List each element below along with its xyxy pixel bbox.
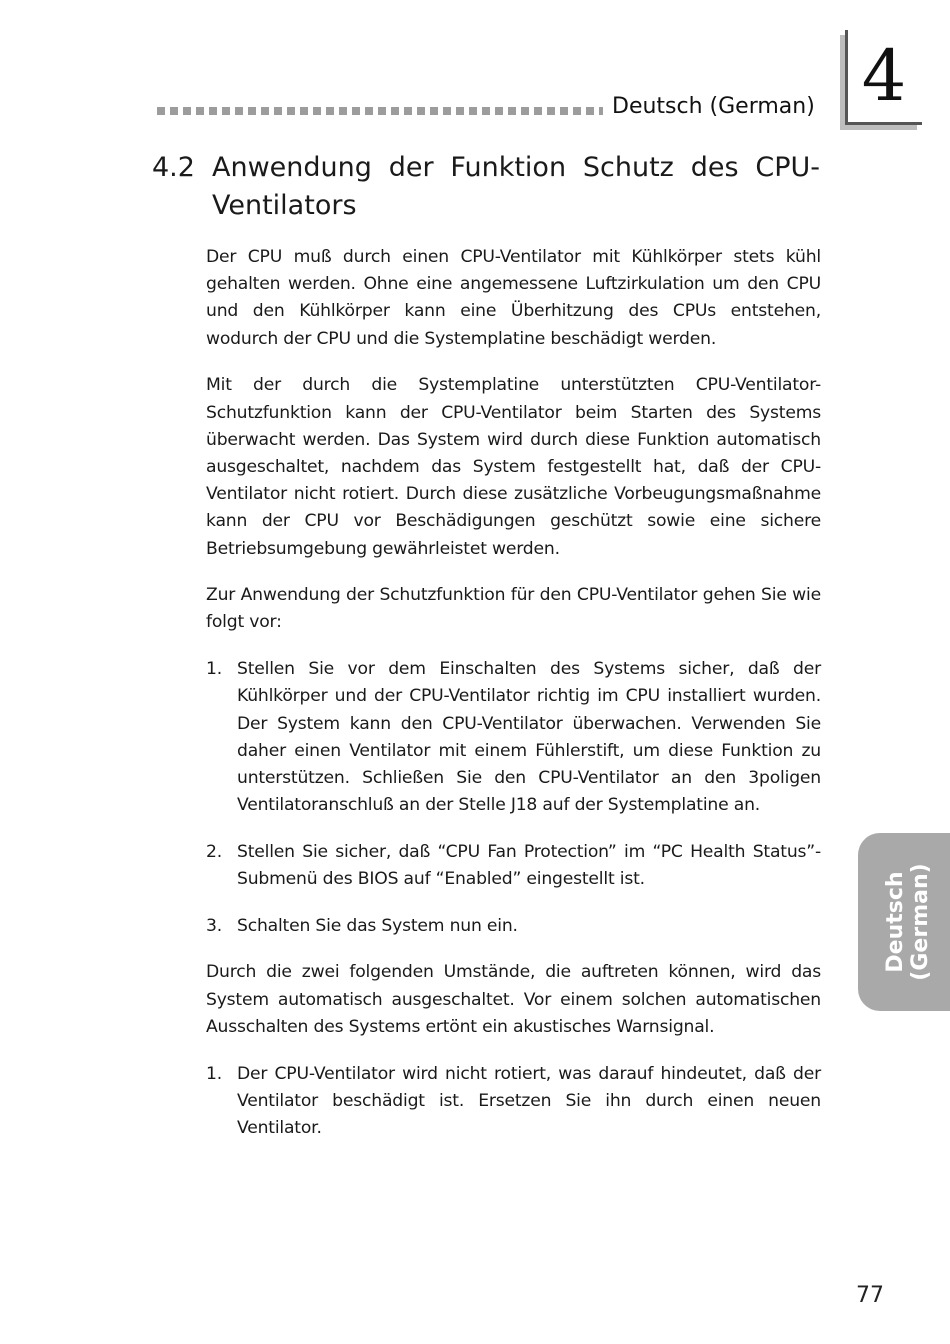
- steps-list: [206, 656, 821, 940]
- paragraph: Zur Anwendung der Schutzfunktion für den CPU-Ventilator gehen Sie wie folgt vor:: [206, 585, 821, 633]
- main-content: [206, 244, 821, 1162]
- list-item: [206, 913, 821, 940]
- list-item-text: Schalten Sie das System nun ein.: [237, 915, 518, 936]
- list-item-number: 3.: [206, 915, 222, 936]
- chapter-number: 4: [861, 35, 907, 117]
- side-tab-line: Deutsch: [883, 871, 908, 973]
- list-item-text: Der CPU-Ventilator wird nicht rotiert, was darauf hindeutet, daß der Ventilator beschädigt ist. Ersetzen Sie ihn durch einen neuen Ventilator.: [237, 1063, 821, 1138]
- header-dotted-rule: [157, 105, 603, 117]
- language-side-tab: [858, 833, 950, 1011]
- list-item-text: Stellen Sie vor dem Einschalten des Systems sicher, daß der Kühlkörper und der CPU-Ventilator richtig im CPU installiert wurden. Der System kann den CPU-Ventilator überwachen. Verwenden Sie daher einen Ventilator mit einem Fühlerstift, um diese Funktion zu unterstützen. Schließen Sie den CPU-Ventilator an den 3poligen Ventilatoranschluß an der Stelle J18 auf der Systemplatine an.: [237, 659, 821, 816]
- list-item: [206, 1061, 821, 1143]
- list-item-text: Stellen Sie sicher, daß “CPU Fan Protection” im “PC Health Status”-Submenü des BIOS auf “Enabled” eingestellt ist.: [237, 841, 821, 890]
- paragraph: Durch die zwei folgenden Umstände, die auftreten können, wird das System automatisch ausgeschaltet. Vor einem solchen automatischen Ausschalten des Systems ertönt ein akustisches Warnsignal.: [206, 962, 821, 1037]
- paragraph: Der CPU muß durch einen CPU-Ventilator mit Kühlkörper stets kühl gehalten werden. Ohne eine angemessene Luftzirkulation um den CPU und den Kühlkörper kann eine Überhitzung des CPUs entstehen, wodurch der CPU und die Systemplatine beschädigt werden.: [206, 247, 821, 349]
- side-tab-label: [883, 863, 933, 980]
- page-number: 77: [856, 1283, 884, 1308]
- list-item: [206, 839, 821, 893]
- list-item-number: 2.: [206, 841, 222, 862]
- header-language: Deutsch (German): [612, 94, 815, 119]
- side-tab-line: (German): [908, 863, 933, 981]
- section-heading: [152, 149, 820, 225]
- paragraph: Mit der durch die Systemplatine unterstützten CPU-Ventilator-Schutzfunktion kann der CPU-Ventilator beim Starten des Systems überwacht werden. Das System wird durch diese Funktion automatisch ausgeschaltet, nachdem das System festgestellt hat, daß der CPU-Ventilator nicht rotiert. Durch diese zusätzliche Vorbeugungsmaßnahme kann der CPU vor Beschädigungen geschützt sowie eine sichere Betriebsumgebung gewährleistet werden.: [206, 375, 821, 559]
- section-number: 4.2: [152, 152, 195, 183]
- circumstances-list: [206, 1061, 821, 1143]
- list-item: [206, 656, 821, 819]
- list-item-number: 1.: [206, 659, 222, 680]
- section-title: Anwendung der Funktion Schutz des CPU-Ventilators: [212, 152, 820, 221]
- list-item-number: 1.: [206, 1063, 222, 1084]
